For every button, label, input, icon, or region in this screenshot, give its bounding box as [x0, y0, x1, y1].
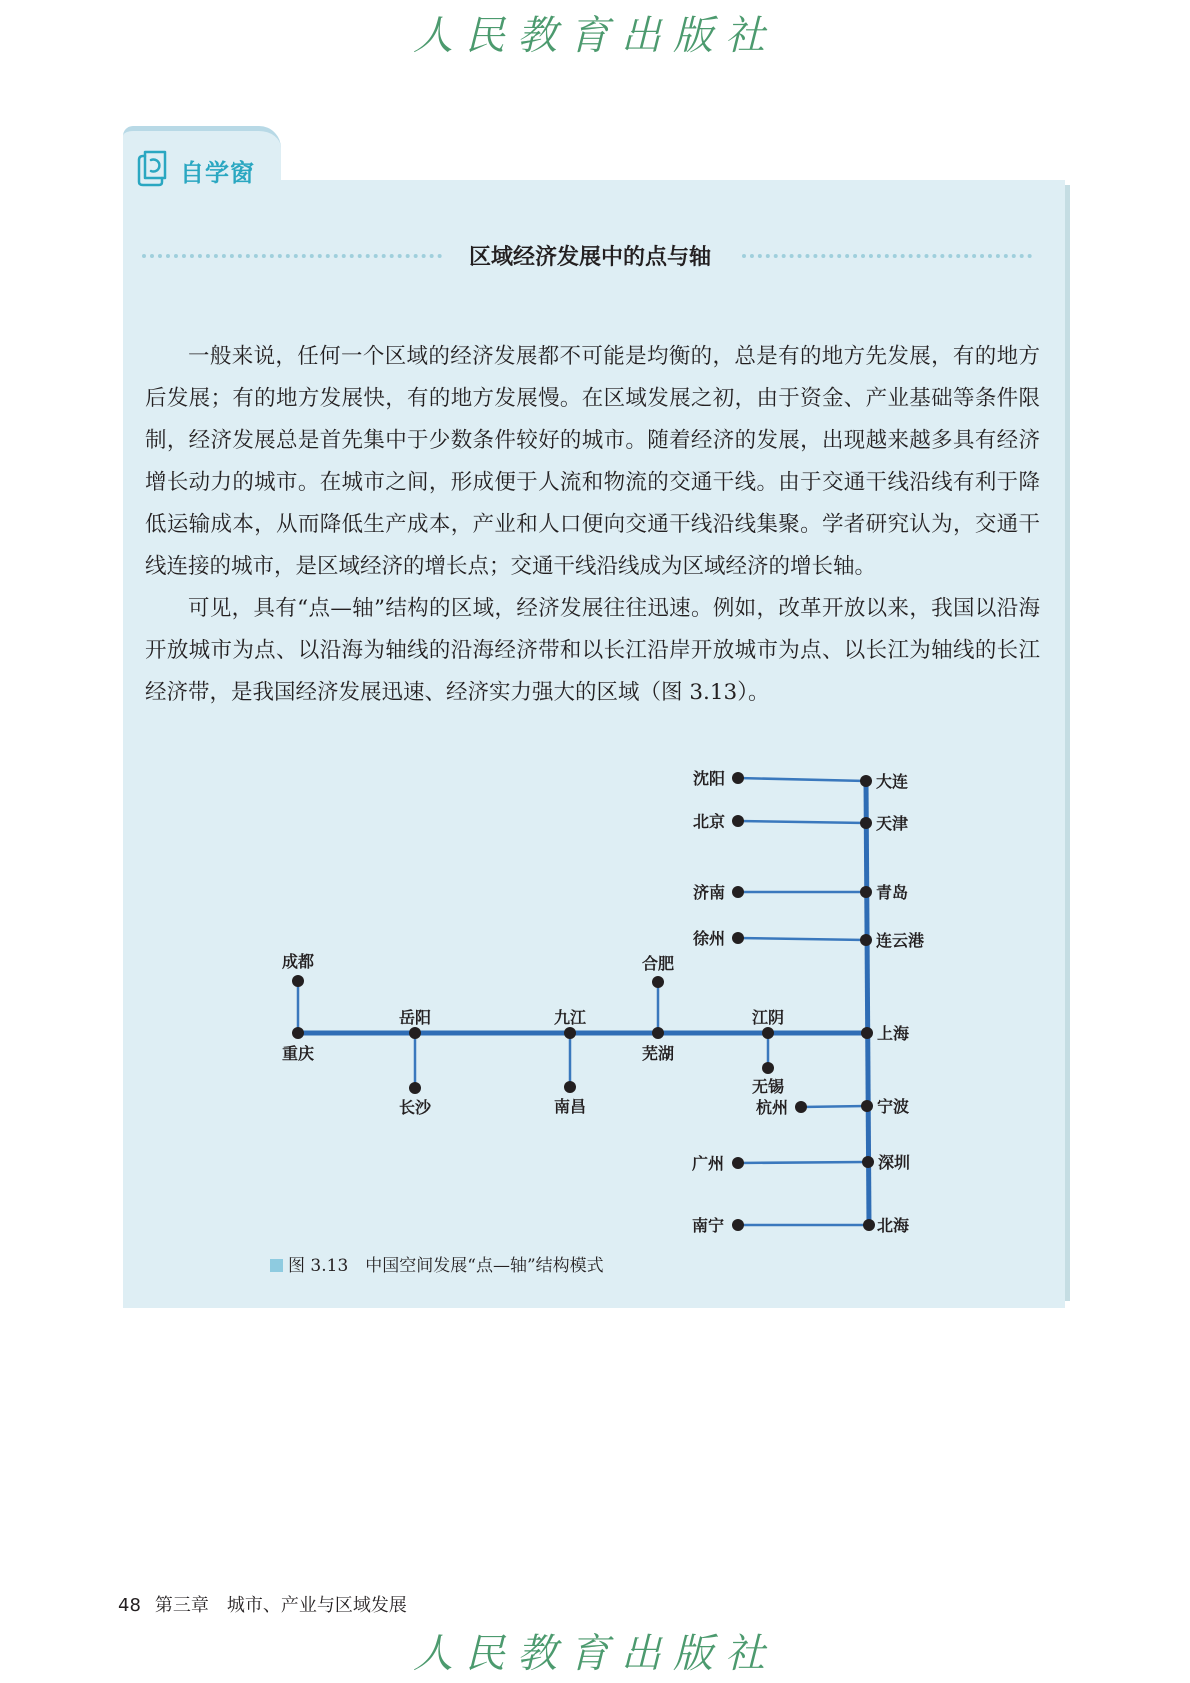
figure-caption-text: 中国空间发展“点—轴”结构模式 [365, 1256, 604, 1276]
label-jinan: 济南 [693, 883, 726, 902]
node-shanghai [861, 1027, 873, 1039]
node-chongqing [292, 1027, 304, 1039]
label-dalian: 大连 [876, 772, 909, 791]
label-nanning: 南宁 [692, 1216, 725, 1235]
label-shenyang: 沈阳 [693, 769, 726, 788]
figure-number: 图 3.13 [288, 1256, 349, 1276]
chapter-title: 第三章 城市、产业与区域发展 [154, 1595, 407, 1616]
label-guangzhou: 广州 [692, 1154, 725, 1173]
node-yueyang [409, 1027, 421, 1039]
self-study-label: 自学窗 [180, 159, 255, 187]
label-tianjin: 天津 [876, 814, 909, 833]
caption-marker-square [270, 1259, 283, 1272]
label-chongqing: 重庆 [282, 1044, 315, 1063]
node-chengdu [292, 975, 304, 987]
node-beihai [863, 1219, 875, 1231]
node-qingdao [860, 886, 872, 898]
branch-line [801, 1106, 866, 1107]
branch-line [738, 938, 866, 940]
node-hefei [652, 976, 664, 988]
label-nanchang: 南昌 [554, 1097, 587, 1116]
publisher-logo-top: 人民教育出版社 [413, 13, 777, 59]
node-jiujiang [564, 1027, 576, 1039]
label-hangzhou: 杭州 [756, 1098, 789, 1117]
node-nanning [732, 1219, 744, 1231]
node-changsha [409, 1082, 421, 1094]
paragraph-1: 一般来说，任何一个区域的经济发展都不可能是均衡的，总是有的地方先发展，有的地方后发展；有的地方发展快，有的地方发展慢。在区域发展之初，由于资金、产业基础等条件限制，经济发展总是首先集中于少数条件较好的城市。随着经济的发展，出现越来越多具有经济增长动力的城市。在城市之间，形成便于人流和物流的交通干线。由于交通干线沿线有利于降低运输成本，从而降低生产成本，产业和人口便向交通干线沿线集聚。学者研究认为，交通干线连接的城市，是区域经济的增长点；交通干线沿线成为区域经济的增长轴。 [145, 344, 1040, 579]
node-shenyang [732, 772, 744, 784]
branch-line [738, 821, 866, 823]
page-number: 48 [118, 1595, 141, 1616]
node-hangzhou [795, 1101, 807, 1113]
node-wuxi [762, 1062, 774, 1074]
label-jiujiang: 九江 [554, 1008, 587, 1027]
node-xuzhou [732, 932, 744, 944]
label-changsha: 长沙 [399, 1098, 432, 1117]
label-chengdu: 成都 [282, 952, 315, 971]
label-wuxi: 无锡 [752, 1077, 785, 1096]
branch-line [738, 1162, 866, 1163]
node-wuhu [652, 1027, 664, 1039]
node-guangzhou [732, 1157, 744, 1169]
node-ningbo [861, 1100, 873, 1112]
node-beijing [732, 815, 744, 827]
node-shenzhen [862, 1156, 874, 1168]
paragraph-2: 可见，具有“点—轴”结构的区域，经济发展往往迅速。例如，改革开放以来，我国以沿海开放城市为点、以沿海为轴线的沿海经济带和以长江沿岸开放城市为点、以长江为轴线的长江经济带，是我国经济发展迅速、经济实力强大的区域（图 3.13）。 [145, 596, 1040, 705]
label-beihai: 北海 [877, 1216, 910, 1235]
branch-line [738, 778, 866, 781]
section-title: 区域经济发展中的点与轴 [468, 245, 711, 270]
node-jinan [732, 886, 744, 898]
label-shanghai: 上海 [877, 1024, 910, 1043]
label-beijing: 北京 [693, 812, 726, 831]
figure-caption [270, 1251, 604, 1276]
label-qingdao: 青岛 [876, 883, 909, 902]
label-wuhu: 芜湖 [642, 1044, 675, 1063]
node-dalian [860, 775, 872, 787]
label-lianyungang: 连云港 [876, 931, 925, 950]
label-yueyang: 岳阳 [399, 1008, 432, 1027]
page-footer [118, 1591, 407, 1617]
label-jiangyin: 江阴 [752, 1008, 785, 1027]
node-nanchang [564, 1081, 576, 1093]
label-xuzhou: 徐州 [693, 929, 726, 948]
node-tianjin [860, 817, 872, 829]
label-ningbo: 宁波 [877, 1097, 910, 1116]
label-hefei: 合肥 [642, 954, 675, 973]
node-jiangyin [762, 1027, 774, 1039]
publisher-logo-bottom: 人民教育出版社 [413, 1631, 777, 1677]
label-shenzhen: 深圳 [878, 1153, 911, 1172]
node-lianyungang [860, 934, 872, 946]
